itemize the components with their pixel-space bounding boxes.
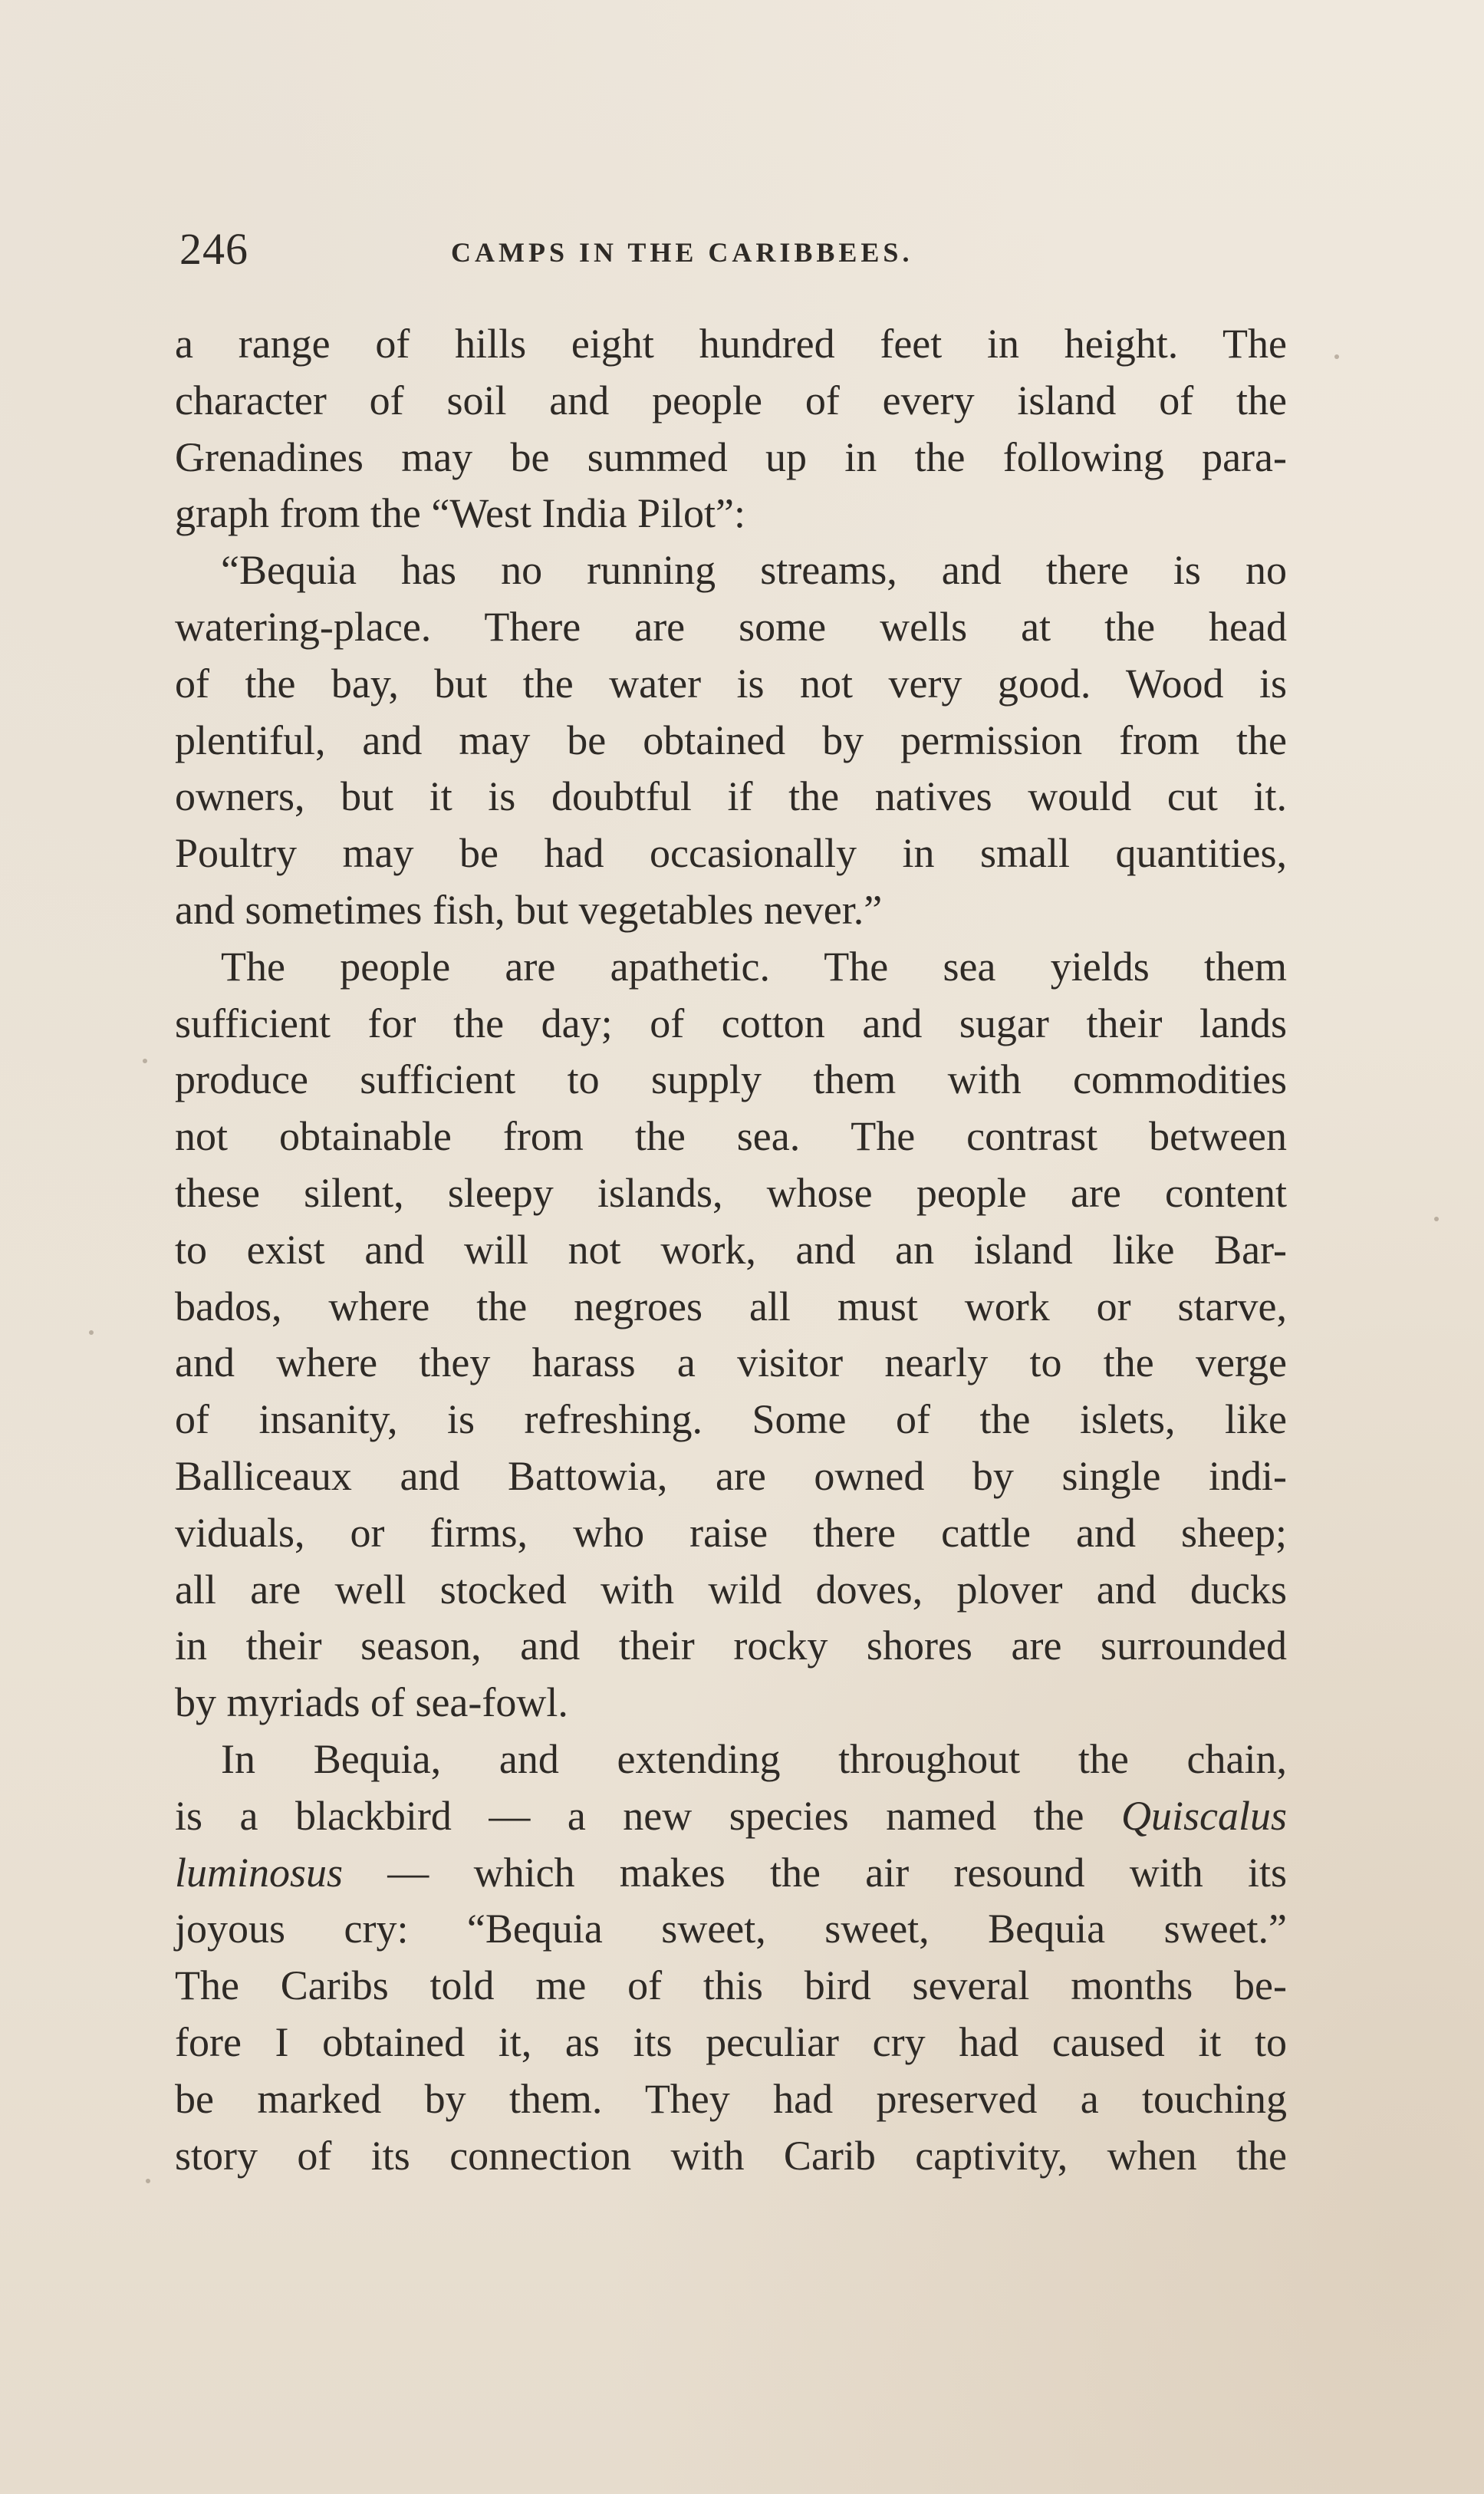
text-line: viduals, or firms, who raise there cattle and sheep; [175, 1509, 1287, 1556]
text-line [175, 1788, 1287, 1845]
text-run: is a blackbird — a new species named the [175, 1792, 1121, 1839]
running-title: CAMPS IN THE CARIBBEES. [451, 237, 913, 268]
text-line: and sometimes fish, but vegetables never.” [175, 886, 883, 933]
text-line: joyous cry: “Bequia sweet, sweet, Bequia sweet.” [175, 1906, 1287, 1952]
text-line: Balliceaux and Battowia, are owned by single indi- [175, 1452, 1287, 1499]
text-line: produce sufficient to supply them with commodities [175, 1056, 1287, 1103]
body-text [175, 316, 1287, 2184]
paper-speck [146, 2179, 150, 2183]
text-line [175, 1845, 1287, 1902]
text-line: to exist and will not work, and an island like Bar- [175, 1226, 1287, 1273]
text-line: watering-place. There are some wells at the head [175, 603, 1287, 650]
text-line: The Caribs told me of this bird several months be- [175, 1962, 1287, 2009]
text-line: and where they harass a visitor nearly to the verge [175, 1339, 1287, 1386]
text-line: all are well stocked with wild doves, plover and ducks [175, 1566, 1287, 1613]
text-line: owners, but it is doubtful if the natives would cut it. [175, 773, 1287, 820]
text-run: — which makes the air resound with its [343, 1849, 1287, 1896]
text-line: The people are apathetic. The sea yields them [221, 943, 1287, 990]
text-line: Poultry may be had occasionally in small quantities, [175, 830, 1287, 877]
text-line: character of soil and people of every island of the [175, 377, 1287, 423]
paper-speck [89, 1330, 94, 1335]
text-line: these silent, sleepy islands, whose people are content [175, 1169, 1287, 1216]
text-line: of the bay, but the water is not very good. Wood is [175, 660, 1287, 707]
text-line: in their season, and their rocky shores are surrounded [175, 1623, 1287, 1669]
species-name-genus: Quiscalus [1121, 1792, 1287, 1839]
paper-speck [143, 1059, 147, 1063]
text-line: story of its connection with Carib captivity, when the [175, 2132, 1287, 2179]
text-line: be marked by them. They had preserved a touching [175, 2075, 1287, 2122]
text-line: “Bequia has no running streams, and there is no [221, 547, 1287, 594]
text-line: fore I obtained it, as its peculiar cry had caused it to [175, 2018, 1287, 2065]
text-line: of insanity, is refreshing. Some of the islets, like [175, 1396, 1287, 1443]
text-line: by myriads of sea-fowl. [175, 1679, 568, 1726]
species-name-epithet: luminosus [175, 1849, 344, 1896]
text-line: a range of hills eight hundred feet in height. The [175, 321, 1287, 367]
paper-speck [1434, 1217, 1439, 1221]
text-line: plentiful, and may be obtained by permission from the [175, 717, 1287, 763]
text-line: bados, where the negroes all must work or starve, [175, 1283, 1287, 1329]
paper-speck [1334, 354, 1339, 359]
text-line: graph from the “West India Pilot”: [175, 490, 745, 537]
text-line: In Bequia, and extending throughout the chain, [221, 1735, 1287, 1782]
running-head [175, 222, 1287, 284]
text-line: not obtainable from the sea. The contrast between [175, 1113, 1287, 1160]
text-line: sufficient for the day; of cotton and sugar their lands [175, 1000, 1287, 1046]
text-line: Grenadines may be summed up in the following para- [175, 433, 1287, 480]
page-number: 246 [179, 224, 248, 274]
